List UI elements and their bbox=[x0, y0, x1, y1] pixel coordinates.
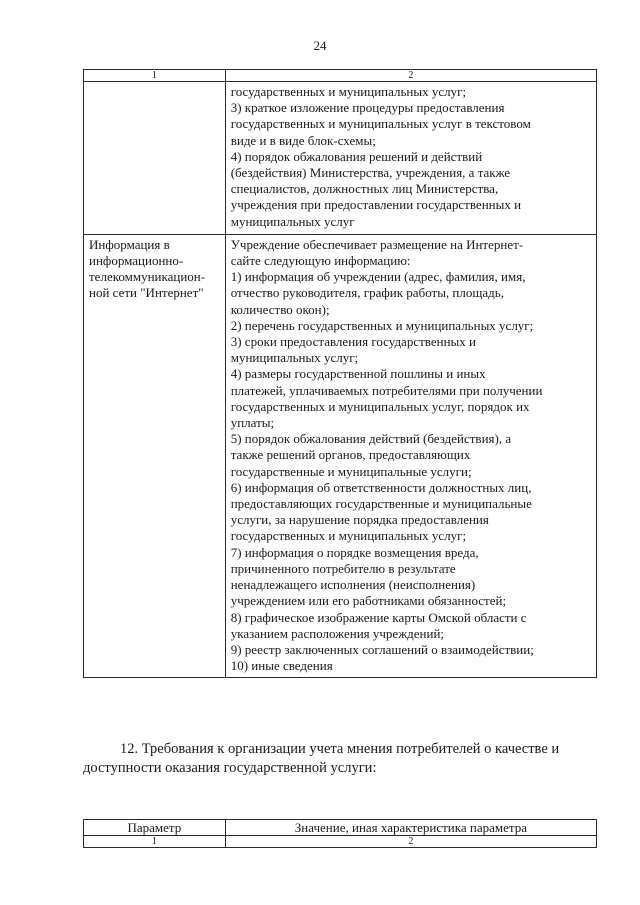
text-line: учреждением или его работниками обязанностей; bbox=[230, 593, 507, 609]
text-line: муниципальных услуг bbox=[230, 213, 355, 229]
text-line: государственных и муниципальных услуг; bbox=[230, 528, 467, 544]
text-line: 10) иные сведения bbox=[230, 658, 333, 674]
text-line: предоставляющих государственные и муниципальные bbox=[230, 496, 532, 512]
text-line: сайте следующую информацию: bbox=[230, 253, 411, 269]
text-line: отчество руководителя, график работы, площадь, bbox=[230, 285, 504, 301]
table-header-row bbox=[84, 70, 597, 82]
text-line: ненадлежащего исполнения (неисполнения) bbox=[230, 577, 476, 593]
parameter-column-header: Параметр bbox=[84, 820, 226, 836]
text-line: (бездействия) Министерства, учреждения, а также bbox=[230, 165, 511, 181]
column-number-1: 1 bbox=[84, 70, 226, 82]
text-line: 9) реестр заключенных соглашений о взаимодействии; bbox=[230, 641, 534, 657]
table-row bbox=[84, 234, 597, 677]
text-line: ной сети "Интернет" bbox=[89, 285, 204, 301]
text-line: специалистов, должностных лиц Министерства, bbox=[230, 181, 499, 197]
row1-left-cell bbox=[84, 82, 226, 235]
table-row bbox=[84, 82, 597, 235]
info-table bbox=[83, 69, 597, 678]
parameters-table bbox=[83, 819, 597, 848]
text-line: указанием расположения учреждений; bbox=[230, 625, 445, 641]
text-line: государственных и муниципальных услуг в текстовом bbox=[230, 116, 531, 132]
text-line: информационно- bbox=[89, 253, 184, 269]
text-line: виде и в виде блок-схемы; bbox=[230, 132, 376, 148]
text-line: 3) сроки предоставления государственных и bbox=[230, 334, 476, 350]
text-line: услуги, за нарушение порядка предоставления bbox=[230, 512, 489, 528]
text-line: 4) порядок обжалования решений и действий bbox=[230, 148, 483, 164]
text-line: 6) информация об ответственности должностных лиц, bbox=[230, 479, 532, 495]
parameters-number-row bbox=[84, 836, 597, 848]
section-12-line-2: доступности оказания государственной услуги: bbox=[83, 760, 377, 776]
parameters-column-number-2: 2 bbox=[225, 836, 596, 848]
page-number: 24 bbox=[313, 38, 327, 53]
parameters-column-number-1: 1 bbox=[84, 836, 226, 848]
text-line: 4) размеры государственной пошлины и иных bbox=[230, 366, 486, 382]
text-line: количество окон); bbox=[230, 301, 330, 317]
text-line: Информация в bbox=[89, 236, 170, 252]
parameters-header-row bbox=[84, 820, 597, 836]
text-line: 7) информация о порядке возмещения вреда, bbox=[230, 544, 479, 560]
text-line: учреждения при предоставлении государственных и bbox=[230, 197, 522, 213]
text-line: 8) графическое изображение карты Омской области с bbox=[230, 609, 527, 625]
text-line: государственных и муниципальных услуг; bbox=[230, 84, 467, 99]
section-12-paragraph bbox=[83, 740, 597, 778]
section-12-line-1: 12. Требования к организации учета мнения потребителей о качестве и bbox=[120, 741, 560, 757]
text-line: уплаты; bbox=[230, 415, 275, 431]
text-line: государственных и муниципальных услуг, порядок их bbox=[230, 398, 530, 414]
column-number-2: 2 bbox=[225, 70, 596, 82]
row2-left-cell bbox=[84, 234, 226, 677]
text-line: причиненного потребителю в результате bbox=[230, 560, 456, 576]
value-column-header: Значение, иная характеристика параметра bbox=[225, 820, 596, 836]
text-line: также решений органов, предоставляющих bbox=[230, 447, 471, 463]
text-line: 2) перечень государственных и муниципальных услуг; bbox=[230, 317, 534, 333]
text-line: платежей, уплачиваемых потребителями при получении bbox=[230, 382, 543, 398]
row2-right-cell bbox=[225, 234, 596, 677]
row1-right-cell bbox=[225, 82, 596, 235]
text-line: муниципальных услуг; bbox=[230, 350, 359, 366]
text-line: государственные и муниципальные услуги; bbox=[230, 463, 472, 479]
text-line: 3) краткое изложение процедуры предоставления bbox=[230, 100, 505, 116]
text-line: телекоммуникацион- bbox=[89, 269, 206, 285]
text-line: 1) информация об учреждении (адрес, фамилия, имя, bbox=[230, 269, 526, 285]
text-line: Учреждение обеспечивает размещение на Интернет- bbox=[230, 236, 524, 252]
text-line: 5) порядок обжалования действий (бездействия), а bbox=[230, 431, 512, 447]
